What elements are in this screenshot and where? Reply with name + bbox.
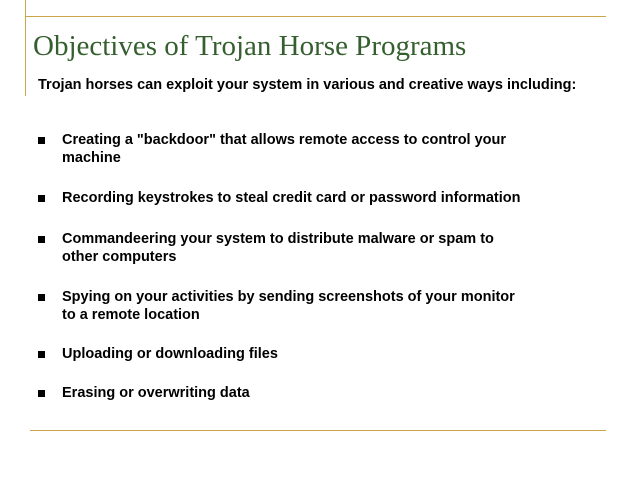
list-item [38, 189, 608, 207]
left-accent-rule [25, 0, 26, 96]
top-accent-rule [26, 16, 606, 17]
list-item [38, 131, 608, 167]
square-bullet-icon [38, 236, 45, 243]
bottom-accent-rule [30, 430, 606, 431]
list-item [38, 384, 608, 402]
bullet-text: Spying on your activities by sending screenshots of your monitor to a remote location [62, 289, 515, 323]
square-bullet-icon [38, 390, 45, 397]
bullet-text: Erasing or overwriting data [62, 385, 250, 401]
bullet-text: Recording keystrokes to steal credit card or password information [62, 190, 521, 206]
square-bullet-icon [38, 195, 45, 202]
bullet-text: Uploading or downloading files [62, 346, 278, 362]
list-item [38, 288, 608, 324]
bullet-text: Creating a "backdoor" that allows remote access to control your machine [62, 132, 507, 166]
intro-text: Trojan horses can exploit your system in various and creative ways including: [38, 77, 577, 93]
square-bullet-icon [38, 351, 45, 358]
list-item [38, 230, 608, 266]
slide-title: Objectives of Trojan Horse Programs [33, 30, 467, 62]
bullet-text: Commandeering your system to distribute malware or spam to other computers [62, 231, 494, 265]
square-bullet-icon [38, 137, 45, 144]
list-item [38, 345, 608, 363]
square-bullet-icon [38, 294, 45, 301]
